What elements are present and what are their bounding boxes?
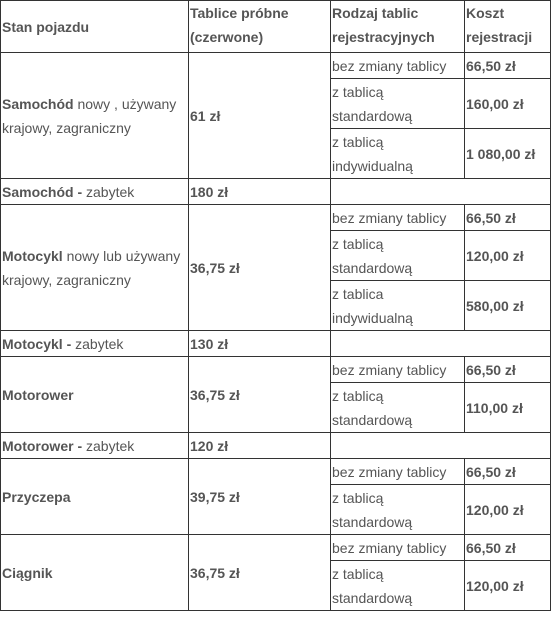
plate-option: z tablicą indywidualną <box>331 129 465 179</box>
table-row <box>1 205 551 231</box>
plate-option: z tablicą standardową <box>331 231 465 281</box>
header-plate-type: Rodzaj tablic rejestracyjnych <box>331 1 465 53</box>
registration-cost: 160,00 zł <box>465 79 551 129</box>
header-trial-plates: Tablice próbne (czerwone) <box>189 1 331 53</box>
vehicle-desc: nowy lub używany krajowy, zagraniczny <box>2 247 181 288</box>
trial-plate-fee: 36,75 zł <box>189 535 331 611</box>
vehicle-cell: Ciągnik <box>1 535 189 611</box>
header-row <box>1 1 551 53</box>
empty-cell <box>331 331 551 357</box>
registration-cost: 120,00 zł <box>465 485 551 535</box>
plate-option: z tablica indywidualną <box>331 281 465 331</box>
vehicle-cell <box>1 331 189 357</box>
vehicle-cell <box>1 179 189 205</box>
vehicle-desc: zabytek <box>86 183 135 200</box>
registration-cost: 110,00 zł <box>465 383 551 433</box>
vehicle-name: Motocykl <box>2 247 63 264</box>
plate-option: z tablicą standardową <box>331 79 465 129</box>
vehicle-desc: zabytek <box>75 335 124 352</box>
registration-cost: 66,50 zł <box>465 459 551 485</box>
registration-cost: 580,00 zł <box>465 281 551 331</box>
vehicle-cell: Motorower <box>1 357 189 433</box>
trial-plate-fee: 120 zł <box>189 433 331 459</box>
table-row <box>1 331 551 357</box>
plate-option: z tablicą standardową <box>331 561 465 611</box>
plate-option: z tablicą standardową <box>331 383 465 433</box>
registration-cost: 120,00 zł <box>465 231 551 281</box>
vehicle-desc: nowy , używany krajowy, zagraniczny <box>2 95 177 136</box>
registration-cost: 120,00 zł <box>465 561 551 611</box>
plate-option: bez zmiany tablicy <box>331 535 465 561</box>
trial-plate-fee: 61 zł <box>189 53 331 179</box>
trial-plate-fee: 36,75 zł <box>189 357 331 433</box>
vehicle-desc: zabytek <box>86 437 135 454</box>
plate-option: bez zmiany tablicy <box>331 357 465 383</box>
table-row <box>1 53 551 79</box>
vehicle-cell <box>1 433 189 459</box>
vehicle-name: Samochód <box>2 95 74 112</box>
registration-cost: 66,50 zł <box>465 357 551 383</box>
table-row <box>1 357 551 383</box>
vehicle-cell: Przyczepa <box>1 459 189 535</box>
trial-plate-fee: 36,75 zł <box>189 205 331 331</box>
vehicle-name: Motocykl - <box>2 335 76 352</box>
vehicle-cell <box>1 53 189 179</box>
header-registration-cost: Koszt rejestracji <box>465 1 551 53</box>
table-row <box>1 433 551 459</box>
registration-cost: 66,50 zł <box>465 53 551 79</box>
table-row <box>1 459 551 485</box>
empty-cell <box>331 179 551 205</box>
empty-cell <box>331 433 551 459</box>
trial-plate-fee: 130 zł <box>189 331 331 357</box>
registration-cost: 66,50 zł <box>465 205 551 231</box>
header-vehicle-state: Stan pojazdu <box>1 1 189 53</box>
table-row <box>1 535 551 561</box>
registration-cost: 1 080,00 zł <box>465 129 551 179</box>
plate-option: bez zmiany tablicy <box>331 205 465 231</box>
registration-cost: 66,50 zł <box>465 535 551 561</box>
trial-plate-fee: 39,75 zł <box>189 459 331 535</box>
plate-option: z tablicą standardową <box>331 485 465 535</box>
vehicle-name: Motorower - <box>2 437 86 454</box>
trial-plate-fee: 180 zł <box>189 179 331 205</box>
vehicle-name: Samochód - <box>2 183 87 200</box>
vehicle-cell <box>1 205 189 331</box>
plate-option: bez zmiany tablicy <box>331 459 465 485</box>
plate-option: bez zmiany tablicy <box>331 53 465 79</box>
table-row <box>1 179 551 205</box>
